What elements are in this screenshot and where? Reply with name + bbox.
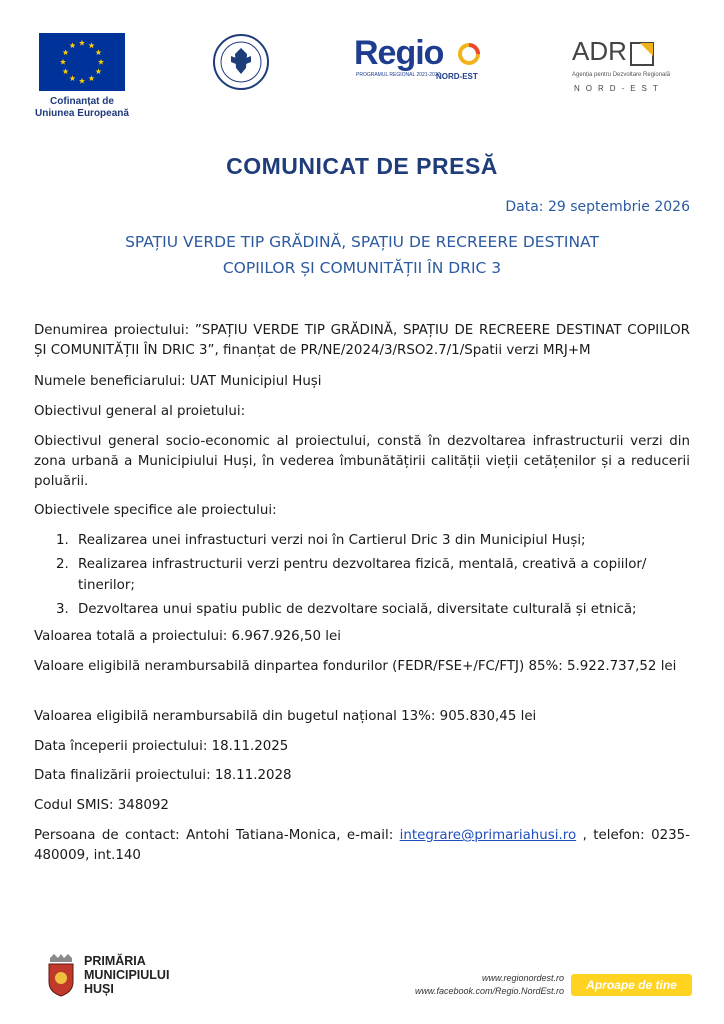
list-item-text: Dezvoltarea unui spatiu public de dezvoltare socială, diversitate culturală și etnică; (78, 602, 637, 617)
brand-line3: HUȘI (84, 982, 114, 996)
eu-star-icon (95, 49, 101, 55)
eu-star-icon (63, 49, 69, 55)
footer-links (415, 972, 564, 998)
subtitle-line2: COPIILOR ȘI COMUNITĂȚII ÎN DRIC 3 (222, 259, 502, 277)
eu-caption-line2: Uniunea Europeană (35, 108, 129, 119)
adr-square-icon (630, 42, 656, 66)
specific-objectives-list (56, 530, 690, 623)
total-value-paragraph: Valoarea totală a proiectului: 6.967.926,50 lei (34, 629, 341, 644)
list-item (56, 599, 690, 620)
government-seal-icon (213, 34, 269, 90)
page-title: COMUNICAT DE PRESĂ (226, 153, 498, 179)
regio-wordmark: Regio (354, 34, 444, 72)
list-item-text: Realizarea infrastructurii verzi pentru dezvoltarea fizică, mentală, creativă a copiilor/ tinerilor; (78, 557, 647, 593)
contact-suffix: , telefon: 0235-480009, int.140 (34, 828, 690, 863)
eu-flag-logo (39, 33, 125, 91)
eu-star-icon (63, 68, 69, 74)
footer-brand (84, 954, 169, 996)
eu-star-icon (98, 59, 104, 65)
eu-star-icon (95, 68, 101, 74)
crest-icon (46, 952, 76, 998)
regio-logo (354, 34, 494, 90)
romanian-government-seal-logo (213, 34, 269, 90)
contact-email-link[interactable]: integrare@primariahusi.ro (399, 828, 577, 843)
regio-ring-icon (457, 42, 481, 66)
list-item (56, 554, 690, 596)
document-date: Data: 29 septembrie 2026 (505, 199, 690, 215)
contact-paragraph (34, 826, 690, 866)
beneficiary-paragraph: Numele beneficiarului: UAT Municipiul Huși (34, 374, 322, 389)
contact-prefix: Persoana de contact: Antohi Tatiana-Monica, e-mail: (34, 828, 400, 843)
list-item-text: Realizarea unei infrastucturi verzi noi în Cartierul Dric 3 din Municipiul Huși; (78, 533, 586, 548)
eligible-national-paragraph: Valoarea eligibilă nerambursabilă din bugetul național 13%: 905.830,45 lei (34, 709, 537, 724)
project-name-paragraph: Denumirea proiectului: ”SPAȚIU VERDE TIP GRĂDINĂ, SPAȚIU DE RECREERE DESTINAT COPIILOR ȘI COMUNITĂȚII ÎN DRIC 3”, finanțat de PR/NE/2024/3/RSO2.7/1/Spatii verzi MRJ+M (34, 323, 690, 358)
footer-website-link[interactable]: www.regionordest.ro (481, 973, 564, 983)
eligible-funds-paragraph: Valoare eligibilă nerambursabilă dinpartea fondurilor (FEDR/FSE+/FC/FTJ) 85%: 5.922.737,52 lei (34, 659, 677, 674)
start-date-paragraph: Data începerii proiectului: 18.11.2025 (34, 739, 289, 754)
smis-code-paragraph: Codul SMIS: 348092 (34, 798, 169, 813)
footer-slogan-badge: Aproape de tine (571, 974, 692, 996)
eu-star-icon (88, 42, 94, 48)
eu-star-icon (79, 40, 85, 46)
list-item (56, 530, 690, 551)
adr-caption: Agenția pentru Dezvoltare Regională (572, 72, 671, 78)
general-objective-heading: Obiectivul general al proietului: (34, 404, 246, 419)
brand-line1: PRIMĂRIA (84, 954, 146, 968)
document-subtitle (60, 229, 664, 281)
general-objective-paragraph: Obiectivul general socio-economic al proiectului, constă în dezvoltarea infrastructurii verzi din zona urbană a Municipiului Huși, în vederea îmbunătățirii calității vieții cetățenilor și a reducerii poluării. (34, 434, 690, 489)
end-date-paragraph: Data finalizării proiectului: 18.11.2028 (34, 768, 292, 783)
footer-facebook-link[interactable]: www.facebook.com/Regio.NordEst.ro (414, 986, 564, 996)
adr-region-caption: NORD-EST (574, 84, 664, 93)
subtitle-line1: SPAȚIU VERDE TIP GRĂDINĂ, SPAȚIU DE RECREERE DESTINAT (125, 233, 599, 251)
husi-crest-logo (46, 952, 76, 998)
brand-line2: MUNICIPIULUI (84, 968, 170, 982)
eu-caption-line1: Cofinanțat de (50, 96, 114, 107)
regio-program-caption: PROGRAMUL REGIONAL 2021-2027 (356, 72, 441, 78)
eu-star-icon (69, 42, 75, 48)
eu-caption (22, 96, 142, 120)
eu-star-icon (69, 75, 75, 81)
eu-stars-icon (39, 33, 125, 91)
eu-star-icon (60, 59, 66, 65)
specific-objectives-heading: Obiectivele specifice ale proiectului: (34, 503, 277, 518)
adr-logo (572, 36, 692, 98)
eu-star-icon (88, 75, 94, 81)
adr-wordmark: ADR (572, 36, 627, 66)
list-item-number: 3. (56, 602, 69, 617)
list-item-number: 1. (56, 533, 69, 548)
regio-region-caption: NORD-EST (436, 72, 478, 81)
list-item-number: 2. (56, 557, 69, 572)
eu-star-icon (79, 78, 85, 84)
